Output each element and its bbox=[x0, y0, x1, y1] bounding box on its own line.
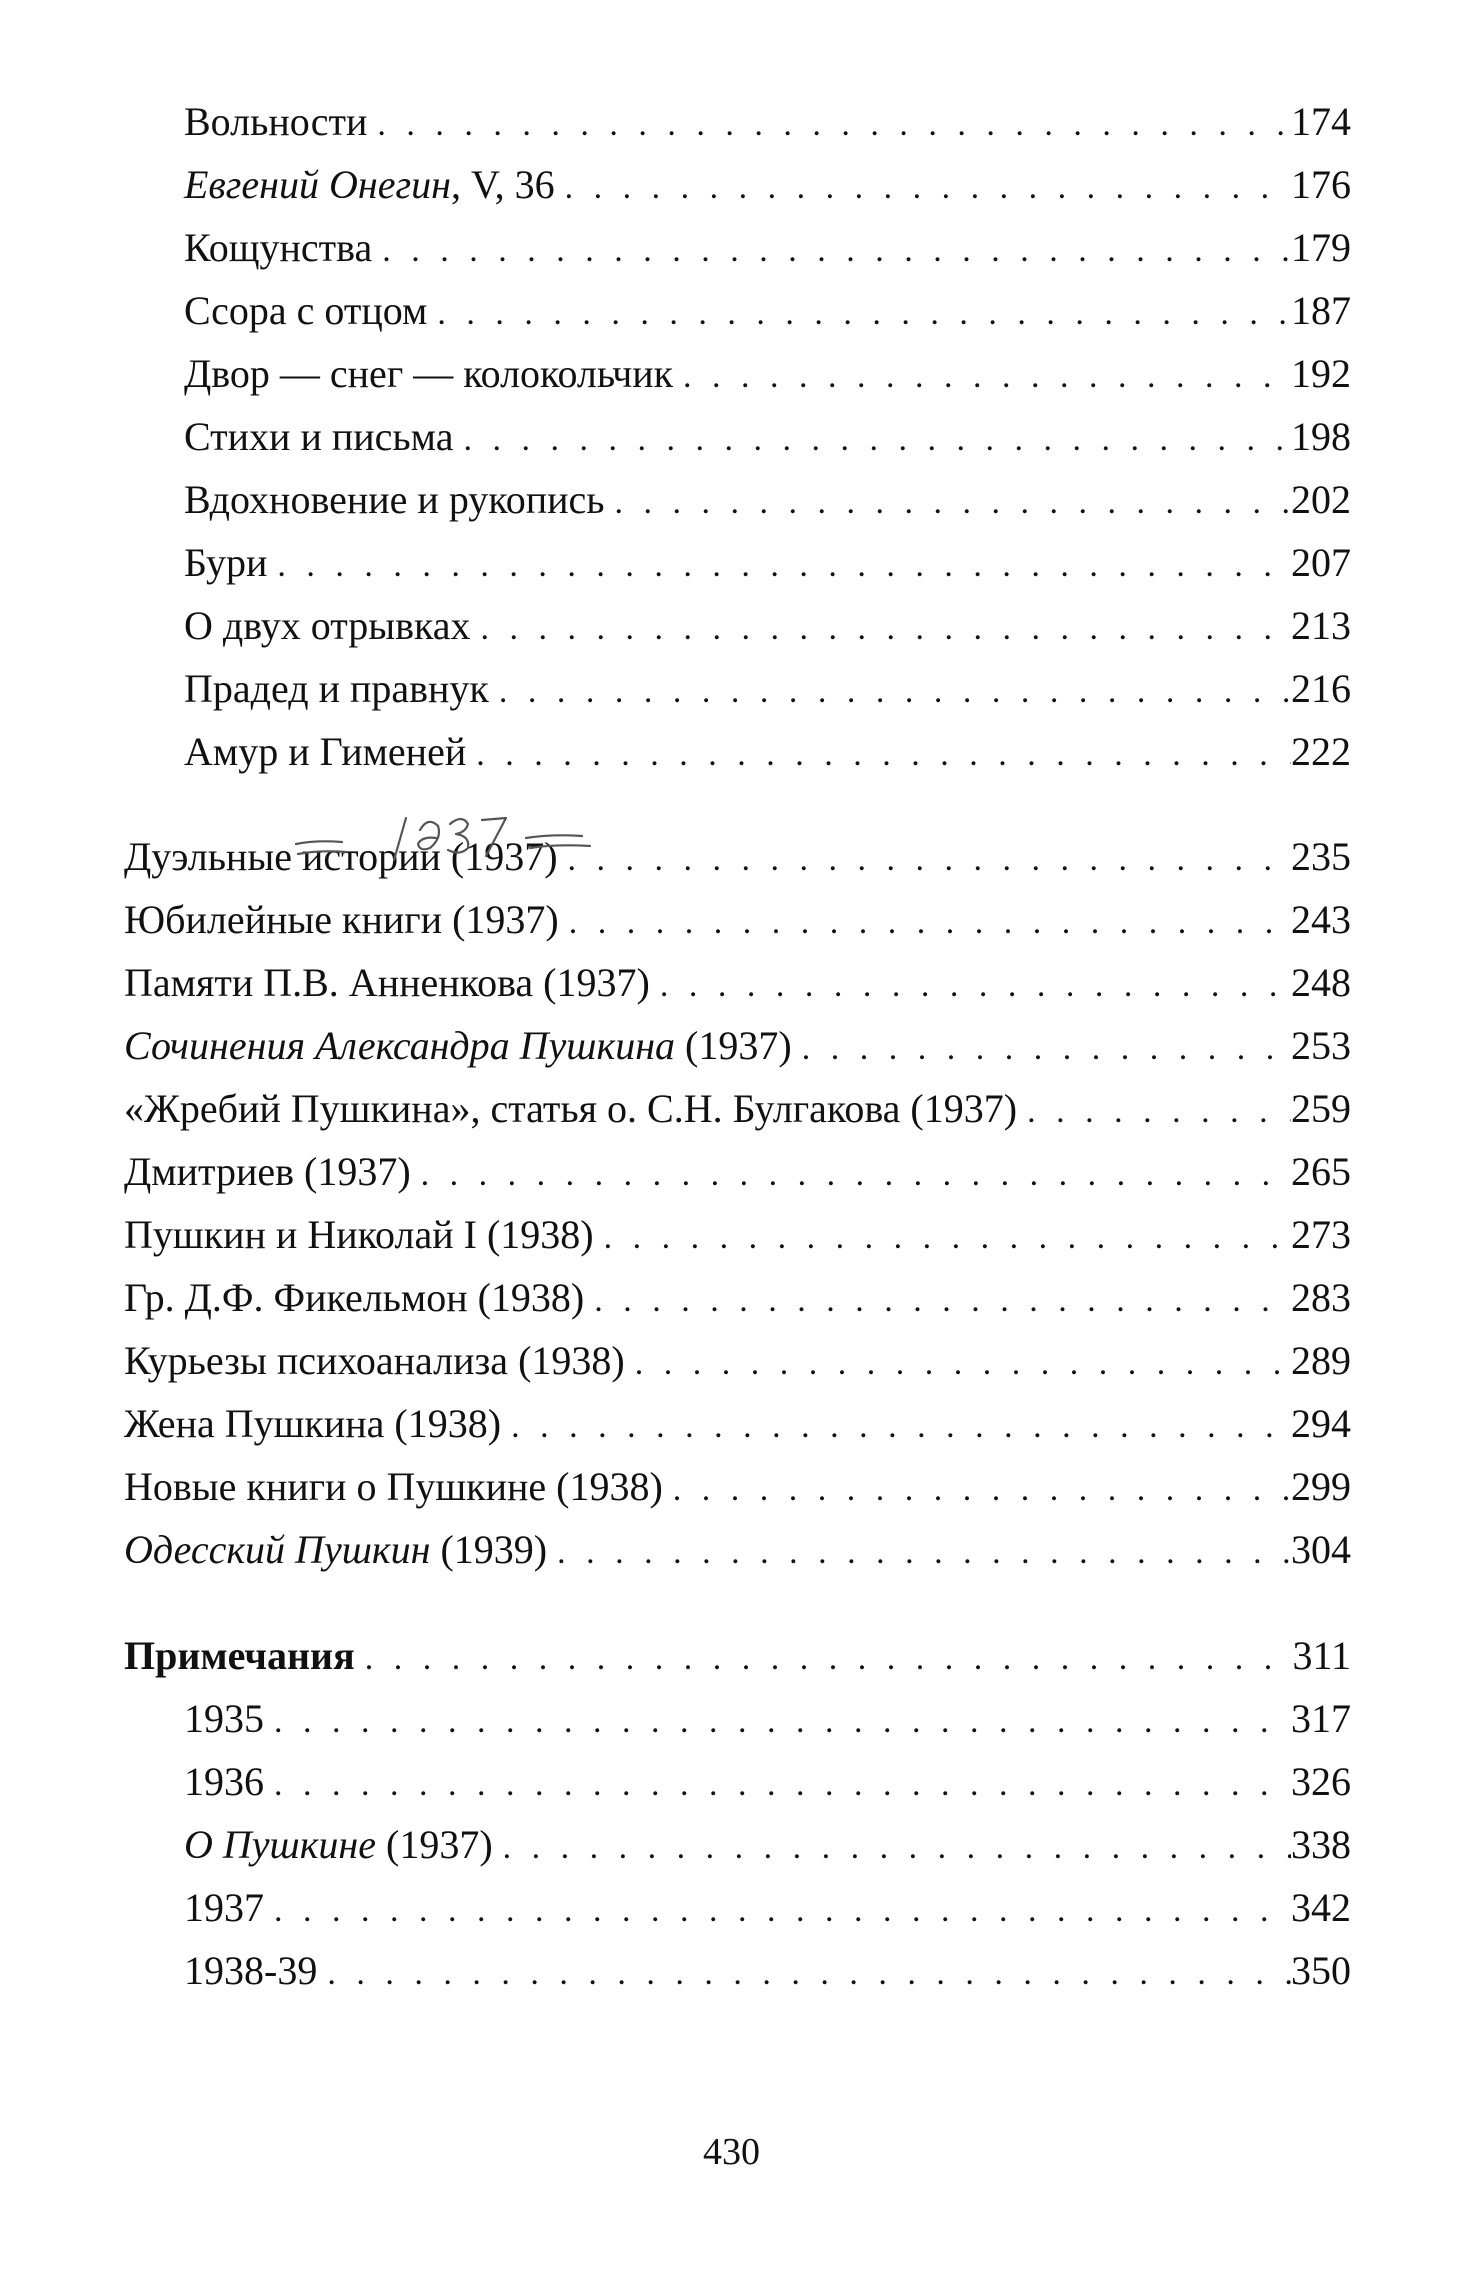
toc-entry-title-part: Ссора с отцом bbox=[184, 288, 428, 333]
toc-entry-title-part: Стихи и письма bbox=[184, 414, 454, 459]
toc-entry-title-part: Амур и Гименей bbox=[184, 729, 467, 774]
toc-entry-title-part: О Пушкине bbox=[184, 1822, 377, 1867]
toc-entry bbox=[124, 1140, 1351, 1204]
toc-entry bbox=[124, 1077, 1351, 1141]
toc-entry bbox=[184, 531, 1351, 595]
toc-dot-leader bbox=[411, 1143, 1291, 1207]
toc-dot-leader bbox=[264, 1753, 1291, 1817]
toc-dot-leader bbox=[367, 93, 1291, 157]
toc-entry-title-part: Курьезы психоанализа (1938) bbox=[124, 1338, 625, 1383]
toc-entry-title bbox=[124, 1624, 355, 1688]
toc-dot-leader bbox=[547, 1521, 1291, 1585]
toc-entry-title bbox=[184, 594, 471, 658]
toc-entry-title bbox=[184, 531, 267, 595]
toc-entry-title bbox=[124, 1329, 625, 1393]
toc-dot-leader bbox=[372, 219, 1291, 283]
toc-entry bbox=[124, 1392, 1351, 1456]
toc-entry bbox=[184, 216, 1351, 280]
toc-dot-leader bbox=[555, 156, 1291, 220]
toc-entry bbox=[124, 1518, 1351, 1582]
toc-entry bbox=[184, 657, 1351, 721]
toc-entry-page: 311 bbox=[1292, 1633, 1351, 1678]
toc-entry-page: 259 bbox=[1291, 1086, 1351, 1131]
toc-entry-title bbox=[184, 1813, 493, 1877]
toc-entry-title-part: О двух отрывках bbox=[184, 603, 471, 648]
toc-entry-title-part: 1937 bbox=[184, 1885, 264, 1930]
toc-entry-title bbox=[124, 951, 650, 1015]
toc-entry-page: 326 bbox=[1291, 1759, 1351, 1804]
toc-entry bbox=[124, 1329, 1351, 1393]
toc-entry bbox=[184, 153, 1351, 217]
toc-entry bbox=[124, 951, 1351, 1015]
toc-dot-leader bbox=[594, 1206, 1291, 1270]
toc-dot-leader bbox=[558, 828, 1291, 892]
toc-entry-title-part: Дуэльные истории (1937) bbox=[124, 834, 558, 879]
toc-entry-page: 235 bbox=[1291, 834, 1351, 879]
toc-entry-title bbox=[124, 1455, 663, 1519]
page-number: 430 bbox=[703, 2131, 760, 2173]
toc-dot-leader bbox=[427, 282, 1291, 346]
toc-dot-leader bbox=[501, 1395, 1291, 1459]
toc-entry-page: 265 bbox=[1291, 1149, 1351, 1194]
toc-entry-page: 350 bbox=[1291, 1948, 1351, 1993]
toc-entry-title-part: Кощунства bbox=[184, 225, 373, 270]
toc-dot-leader bbox=[625, 1332, 1291, 1396]
toc-entry-title-part: Вдохновение и рукопись bbox=[184, 477, 605, 522]
toc-dot-leader bbox=[471, 597, 1291, 661]
toc-dot-leader bbox=[267, 534, 1291, 598]
toc-entry-title-part: Евгений Онегин bbox=[184, 162, 451, 207]
toc-entry bbox=[184, 1876, 1351, 1940]
toc-entry-page: 304 bbox=[1291, 1527, 1351, 1572]
toc-entry-title bbox=[184, 90, 367, 154]
toc-entry-page: 216 bbox=[1291, 666, 1351, 711]
toc-entry-page: 174 bbox=[1291, 99, 1351, 144]
toc-entry bbox=[184, 720, 1351, 784]
toc-dot-leader bbox=[650, 954, 1291, 1018]
toc-entry-page: 299 bbox=[1291, 1464, 1351, 1509]
toc-entry-title bbox=[124, 1203, 594, 1267]
handwritten-annotation bbox=[290, 808, 620, 868]
toc-entry-page: 198 bbox=[1291, 414, 1351, 459]
toc-dot-leader bbox=[559, 891, 1291, 955]
toc-entry-title bbox=[184, 216, 372, 280]
toc-dot-leader bbox=[264, 1690, 1291, 1754]
toc-entry bbox=[184, 1750, 1351, 1814]
toc-entry-page: 213 bbox=[1291, 603, 1351, 648]
toc-entry bbox=[184, 468, 1351, 532]
toc-entry-title bbox=[124, 1392, 501, 1456]
toc-entry-title bbox=[184, 153, 555, 217]
toc-entry-page: 248 bbox=[1291, 960, 1351, 1005]
toc-dot-leader bbox=[489, 660, 1291, 724]
toc-entry-title bbox=[184, 1687, 264, 1751]
toc-entry bbox=[184, 1687, 1351, 1751]
toc-entry bbox=[124, 1455, 1351, 1519]
toc-entry-title-part: «Жребий Пушкина», статья о. С.Н. Булгакова (1937) bbox=[124, 1086, 1018, 1131]
toc-entry-title bbox=[184, 720, 466, 784]
toc-entry-page: 207 bbox=[1291, 540, 1351, 585]
toc-entry-title-part: Двор — снег — колокольчик bbox=[184, 351, 674, 396]
toc-dot-leader bbox=[355, 1627, 1293, 1691]
toc-entry-page: 179 bbox=[1291, 225, 1351, 270]
toc-entry-title bbox=[184, 279, 427, 343]
toc-dot-leader bbox=[453, 408, 1291, 472]
toc-entry-title-part: Прадед и правнук bbox=[184, 666, 489, 711]
toc-entry-page: 338 bbox=[1291, 1822, 1351, 1867]
toc-entry-page: 273 bbox=[1291, 1212, 1351, 1257]
toc-entry-title bbox=[124, 1014, 792, 1078]
toc-entry-title-part: Пушкин и Николай I (1938) bbox=[124, 1212, 594, 1257]
toc-entry-title bbox=[184, 1876, 264, 1940]
toc-entry-title-part: (1937) bbox=[675, 1023, 792, 1068]
toc-entry-title bbox=[124, 888, 559, 952]
toc-entry-title bbox=[124, 1077, 1017, 1141]
toc-entry bbox=[184, 594, 1351, 658]
toc-entry-title bbox=[124, 1518, 547, 1582]
toc-entry-title-part: (1937) bbox=[376, 1822, 493, 1867]
toc-entry-title-part: Гр. Д.Ф. Фикельмон (1938) bbox=[124, 1275, 585, 1320]
toc-entry-page: 187 bbox=[1291, 288, 1351, 333]
toc-dot-leader bbox=[1017, 1080, 1291, 1144]
toc-entry-page: 283 bbox=[1291, 1275, 1351, 1320]
toc-dot-leader bbox=[673, 345, 1291, 409]
toc-entry-title-part: Памяти П.В. Анненкова (1937) bbox=[124, 960, 650, 1005]
toc-entry bbox=[184, 342, 1351, 406]
toc-entry-page: 176 bbox=[1291, 162, 1351, 207]
toc-dot-leader bbox=[466, 723, 1291, 787]
toc-entry-page: 192 bbox=[1291, 351, 1351, 396]
toc-entry-title-part: Жена Пушкина (1938) bbox=[124, 1401, 502, 1446]
toc-entry-title-part: Новые книги о Пушкине (1938) bbox=[124, 1464, 663, 1509]
toc-entry-page: 243 bbox=[1291, 897, 1351, 942]
toc-entry bbox=[124, 888, 1351, 952]
toc-entry bbox=[184, 405, 1351, 469]
toc-entry-title-part: Бури bbox=[184, 540, 268, 585]
toc-dot-leader bbox=[792, 1017, 1291, 1081]
toc-entry-title-part: , V, 36 bbox=[450, 162, 555, 207]
toc-entry-title-part: 1938-39 bbox=[184, 1948, 318, 1993]
toc-entry-title-part: (1939) bbox=[430, 1527, 548, 1572]
toc-entry-page: 342 bbox=[1291, 1885, 1351, 1930]
toc-entry-page: 294 bbox=[1291, 1401, 1351, 1446]
toc-entry-title bbox=[124, 1140, 411, 1204]
toc-entry-title bbox=[184, 342, 673, 406]
toc-entry-title bbox=[124, 1266, 584, 1330]
toc-entry-title-part: Одесский Пушкин bbox=[124, 1527, 431, 1572]
toc-entry-title-part: Дмитриев (1937) bbox=[124, 1149, 411, 1194]
toc-entry-title bbox=[184, 1750, 264, 1814]
toc-entry bbox=[184, 90, 1351, 154]
toc-dot-leader bbox=[264, 1879, 1291, 1943]
toc-entry bbox=[124, 1266, 1351, 1330]
toc-entry-title bbox=[184, 1939, 317, 2003]
toc-entry-title-part: 1935 bbox=[184, 1696, 264, 1741]
toc-entry-page: 253 bbox=[1291, 1023, 1351, 1068]
toc-dot-leader bbox=[663, 1458, 1291, 1522]
toc-entry-title-part: 1936 bbox=[184, 1759, 264, 1804]
toc-entry-title bbox=[184, 405, 453, 469]
toc-dot-leader bbox=[493, 1816, 1291, 1880]
toc-dot-leader bbox=[317, 1942, 1291, 2006]
toc-dot-leader bbox=[584, 1269, 1291, 1333]
toc-entry-title-part: Примечания bbox=[124, 1633, 355, 1678]
toc-entry bbox=[184, 279, 1351, 343]
toc-entry-title bbox=[184, 468, 605, 532]
toc-entry bbox=[124, 1203, 1351, 1267]
toc-dot-leader bbox=[605, 471, 1291, 535]
toc-entry-page: 222 bbox=[1291, 729, 1351, 774]
toc-entry-page: 289 bbox=[1291, 1338, 1351, 1383]
toc-entry-page: 317 bbox=[1291, 1696, 1351, 1741]
toc-entry bbox=[184, 1939, 1351, 2003]
toc-entry bbox=[124, 1014, 1351, 1078]
toc-entry bbox=[184, 1813, 1351, 1877]
toc-entry-title-part: Сочинения Александра Пушкина bbox=[124, 1023, 676, 1068]
toc-entry-page: 202 bbox=[1291, 477, 1351, 522]
toc-entry bbox=[124, 1624, 1351, 1688]
toc-entry-title bbox=[184, 657, 489, 721]
toc-entry-title-part: Юбилейные книги (1937) bbox=[124, 897, 559, 942]
toc-entry-title-part: Вольности bbox=[184, 99, 368, 144]
